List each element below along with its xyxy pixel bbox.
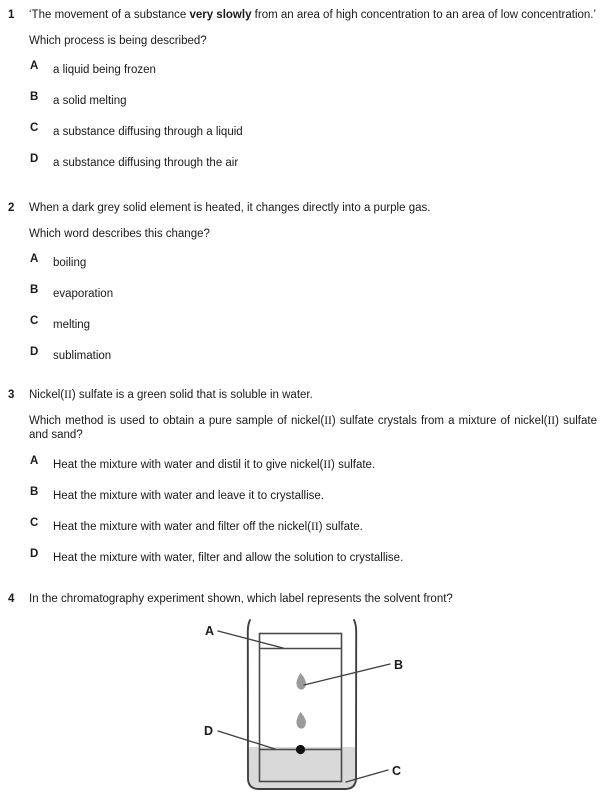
option-part-1: Heat the mixture with water and filter off the nickel( bbox=[53, 520, 312, 533]
origin-sample-spot bbox=[296, 745, 305, 754]
option-c[interactable] bbox=[29, 517, 597, 535]
chromatography-paper bbox=[260, 634, 342, 782]
prompt-part-3: ) sulfate and sand? bbox=[29, 415, 597, 442]
option-part-1: Heat the mixture with water, filter and allow the solution to crystallise. bbox=[53, 551, 404, 564]
question-body bbox=[29, 592, 597, 606]
option-d[interactable] bbox=[29, 548, 597, 566]
question-prompt: Which process is being described? bbox=[29, 35, 207, 48]
options-list bbox=[29, 253, 597, 364]
question-stem: When a dark grey solid element is heated, it changes directly into a purple gas. bbox=[29, 202, 431, 214]
question-3 bbox=[0, 388, 605, 566]
question-body bbox=[29, 201, 597, 364]
option-text bbox=[53, 459, 375, 471]
roman-numeral: II bbox=[311, 520, 319, 533]
option-text: sublimation bbox=[53, 350, 112, 363]
question-number: 4 bbox=[8, 593, 15, 605]
stem-part-1: Nickel( bbox=[29, 389, 65, 401]
option-letter: A bbox=[30, 454, 39, 467]
option-d[interactable] bbox=[29, 346, 597, 364]
option-letter: D bbox=[30, 547, 39, 560]
option-part-1: Heat the mixture with water and distil it to give nickel( bbox=[53, 458, 324, 471]
diagram-label-a: A bbox=[205, 624, 215, 638]
diagram-label-d: D bbox=[204, 724, 214, 738]
question-stem bbox=[29, 8, 597, 22]
roman-numeral: II bbox=[324, 415, 332, 428]
options-list bbox=[29, 455, 597, 566]
option-letter: A bbox=[30, 60, 39, 73]
option-part-2: ) sulfate. bbox=[318, 520, 363, 533]
option-c[interactable] bbox=[29, 122, 597, 140]
question-number: 2 bbox=[8, 202, 15, 214]
question-4 bbox=[0, 592, 605, 606]
question-stem: In the chromatography experiment shown, which label represents the solvent front? bbox=[29, 593, 453, 605]
option-letter: B bbox=[30, 284, 39, 297]
option-letter: C bbox=[30, 122, 39, 135]
option-text bbox=[53, 552, 403, 564]
option-text: boiling bbox=[53, 257, 87, 270]
question-number: 1 bbox=[8, 9, 15, 21]
option-letter: C bbox=[30, 516, 39, 529]
option-letter: D bbox=[30, 153, 39, 166]
option-letter: B bbox=[30, 91, 39, 104]
question-stem bbox=[29, 388, 597, 402]
options-list bbox=[29, 60, 597, 171]
stem-text-before: ‘The movement of a substance bbox=[29, 9, 190, 21]
question-prompt bbox=[29, 414, 597, 442]
option-d[interactable] bbox=[29, 153, 597, 171]
roman-numeral: II bbox=[547, 415, 556, 428]
option-letter: B bbox=[30, 485, 39, 498]
stem-part-2: ) sulfate is a green solid that is soluble in water. bbox=[71, 389, 313, 401]
option-letter: D bbox=[30, 346, 39, 359]
chromatography-diagram bbox=[0, 612, 605, 795]
option-letter: C bbox=[30, 315, 39, 328]
option-part-1: Heat the mixture with water and leave it to crystallise. bbox=[53, 489, 325, 502]
option-text bbox=[53, 490, 324, 502]
option-a[interactable] bbox=[29, 455, 597, 473]
option-b[interactable] bbox=[29, 486, 597, 504]
option-letter: A bbox=[30, 253, 39, 266]
roman-numeral: II bbox=[64, 389, 72, 401]
question-prompt: Which word describes this change? bbox=[29, 228, 210, 241]
prompt-part-1: Which method is used to obtain a pure sample of nickel( bbox=[29, 415, 325, 428]
stem-text-after: from an area of high concentration to an area of low concentration.’ bbox=[251, 9, 597, 21]
option-text: a solid melting bbox=[53, 95, 127, 108]
option-b[interactable] bbox=[29, 91, 597, 109]
question-1 bbox=[0, 8, 605, 171]
diagram-label-c: C bbox=[392, 764, 402, 778]
option-text: evaporation bbox=[53, 288, 114, 301]
option-a[interactable] bbox=[29, 60, 597, 78]
prompt-part-2: ) sulfate crystals from a mixture of nickel( bbox=[331, 415, 548, 428]
roman-numeral: II bbox=[323, 458, 332, 471]
stem-text-bold: very slowly bbox=[189, 9, 252, 21]
question-body bbox=[29, 388, 597, 566]
option-text bbox=[53, 521, 363, 533]
option-text: a liquid being frozen bbox=[53, 64, 156, 77]
option-b[interactable] bbox=[29, 284, 597, 302]
diagram-label-b: B bbox=[394, 658, 404, 672]
option-part-2: ) sulfate. bbox=[331, 458, 376, 471]
option-c[interactable] bbox=[29, 315, 597, 333]
option-text: a substance diffusing through a liquid bbox=[53, 126, 243, 139]
question-number: 3 bbox=[8, 389, 15, 401]
question-body bbox=[29, 8, 597, 171]
option-text: melting bbox=[53, 319, 91, 332]
option-text: a substance diffusing through the air bbox=[53, 157, 239, 170]
question-2 bbox=[0, 201, 605, 364]
option-a[interactable] bbox=[29, 253, 597, 271]
